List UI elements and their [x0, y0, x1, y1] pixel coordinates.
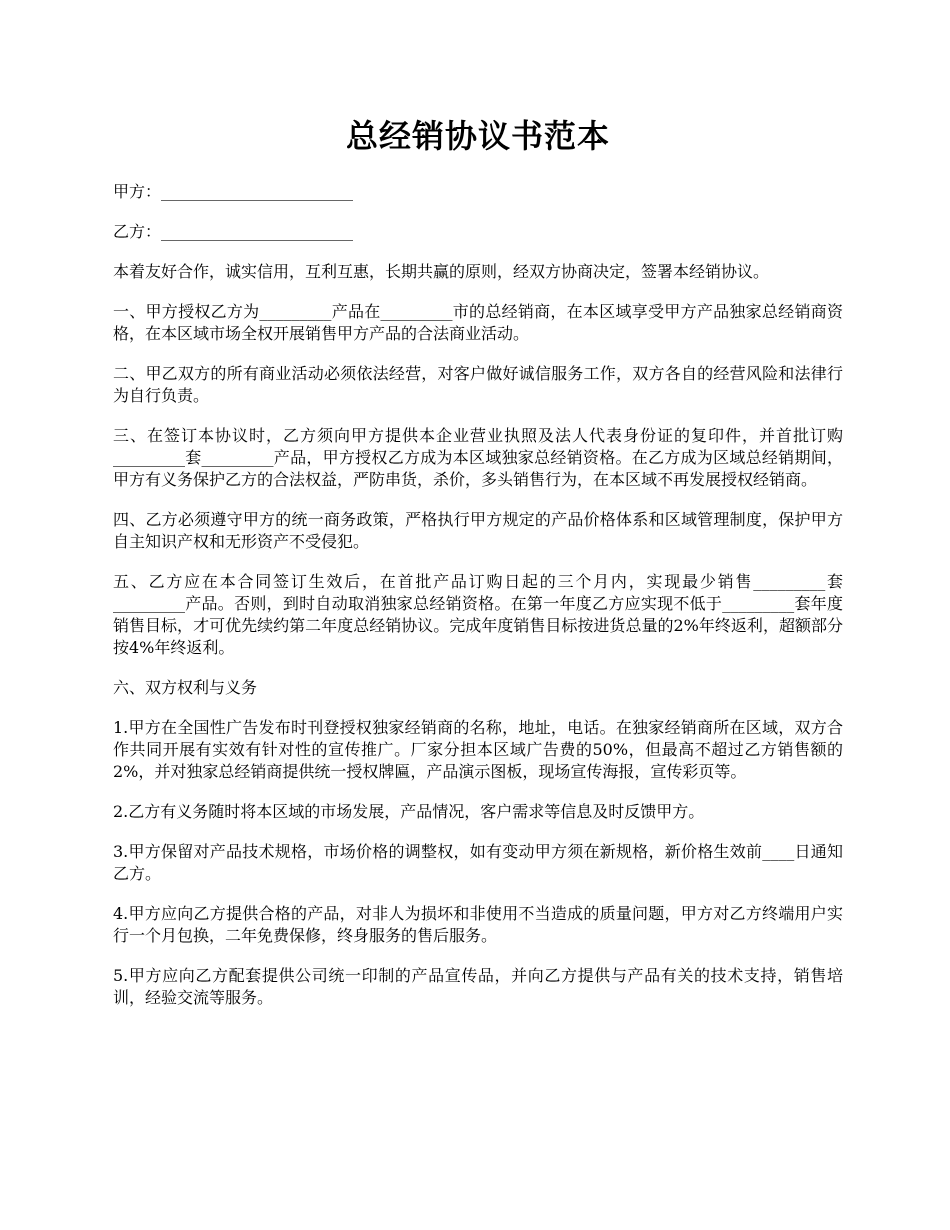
rights-item-4: 4.甲方应向乙方提供合格的产品，对非人为损坏和非使用不当造成的质量问题，甲方对乙方终端用户实行一个月包换，二年免费保修，终身服务的售后服务。: [113, 904, 843, 945]
clause-1: 一、甲方授权乙方为_________产品在_________市的总经销商，在本区域享受甲方产品独家总经销商资格，在本区域市场全权开展销售甲方产品的合法商业活动。: [113, 302, 843, 343]
clause-2: 二、甲乙双方的所有商业活动必须依法经营，对客户做好诚信服务工作，双方各自的经营风险和法律行为自行负责。: [113, 364, 843, 405]
rights-item-1: 1.甲方在全国性广告发布时刊登授权独家经销商的名称，地址，电话。在独家经销商所在区域，双方合作共同开展有实效有针对性的宣传推广。厂家分担本区域广告费的50%，但最高不超过乙方销售额的2%，并对独家总经销商提供统一授权牌匾，产品演示图板，现场宣传海报，宣传彩页等。: [113, 718, 843, 781]
party-b-field: 乙方：________________________: [113, 222, 354, 241]
clause-3: 三、在签订本协议时，乙方须向甲方提供本企业营业执照及法人代表身份证的复印件，并首批订购_________套_________产品，甲方授权乙方成为本区域独家总经销资格。在乙方成为区域总经销期间，甲方有义务保护乙方的合法权益，严防串货，杀价，多头销售行为，在本区域不再发展授权经销商。: [113, 426, 843, 489]
clause-6-heading: 六、双方权利与义务: [113, 678, 258, 697]
rights-item-3: 3.甲方保留对产品技术规格，市场价格的调整权，如有变动甲方须在新规格，新价格生效前____日通知乙方。: [113, 842, 843, 883]
party-a-field: 甲方：________________________: [113, 182, 354, 201]
document-body: [113, 181, 843, 1009]
clause-5: 五、乙方应在本合同签订生效后，在首批产品订购日起的三个月内，实现最少销售_________套_________产品。否则，到时自动取消独家总经销资格。在第一年度乙方应实现不低于_________套年度销售目标，才可优先续约第二年度总经销协议。完成年度销售目标按进货总量的2%年终返利，超额部分按4%年终返利。: [113, 572, 843, 657]
rights-item-5: 5.甲方应向乙方配套提供公司统一印制的产品宣传品，并向乙方提供与产品有关的技术支持，销售培训，经验交流等服务。: [113, 966, 843, 1007]
document-title: 总经销协议书范本: [345, 117, 610, 155]
document-page: [113, 0, 843, 1027]
clause-4: 四、乙方必须遵守甲方的统一商务政策，严格执行甲方规定的产品价格体系和区域管理制度，保护甲方自主知识产权和无形资产不受侵犯。: [113, 510, 843, 551]
preamble-paragraph: 本着友好合作，诚实信用，互利互惠，长期共赢的原则，经双方协商决定，签署本经销协议。: [113, 262, 770, 281]
rights-item-2: 2.乙方有义务随时将本区域的市场发展，产品情况，客户需求等信息及时反馈甲方。: [113, 802, 705, 821]
